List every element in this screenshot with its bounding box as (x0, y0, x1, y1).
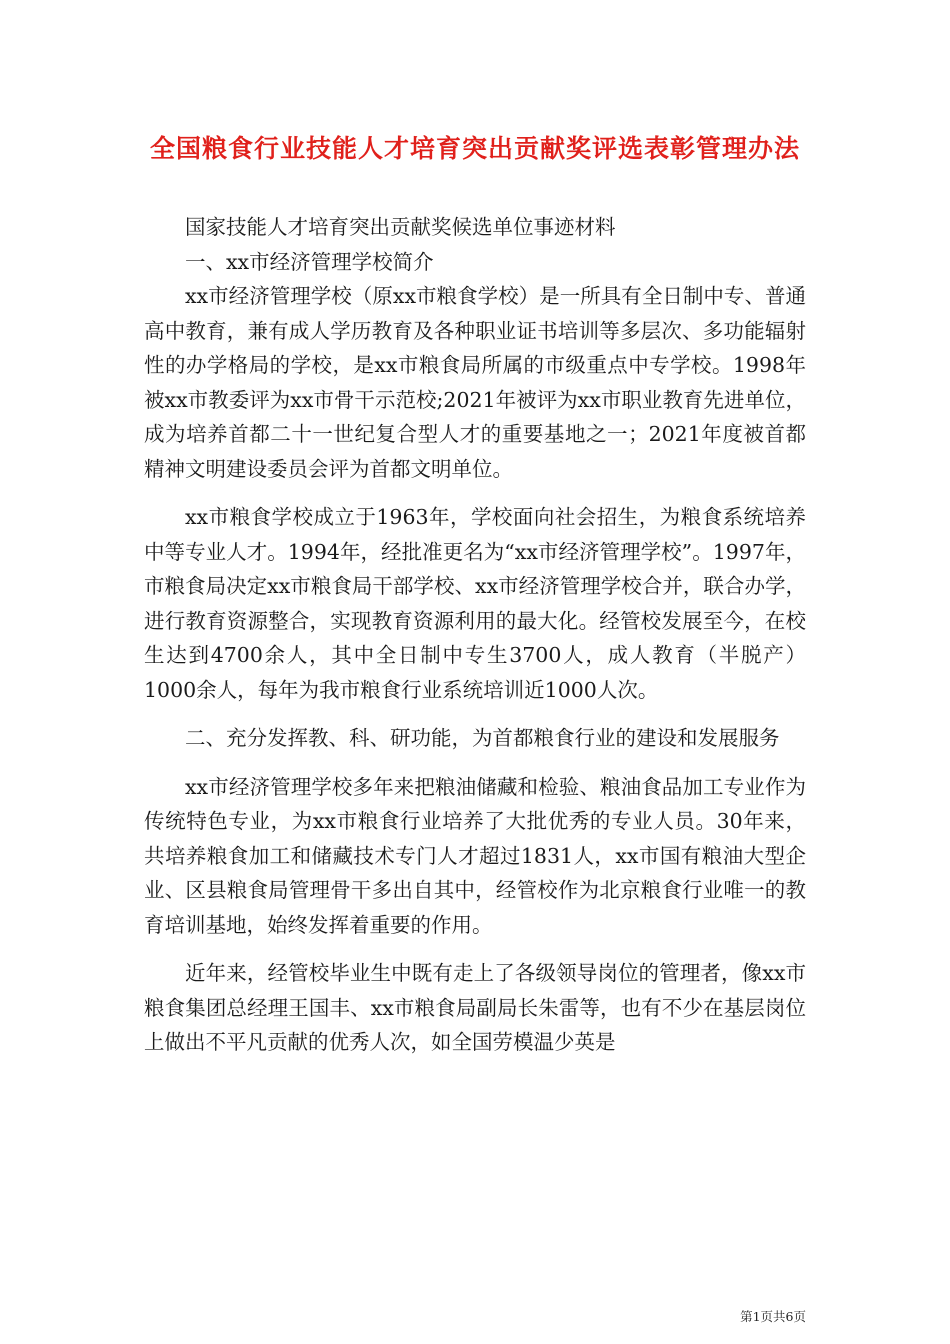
document-title: 全国粮食行业技能人才培育突出贡献奖评选表彰管理办法 (149, 134, 800, 163)
paragraph-graduates: 近年来，经管校毕业生中既有走上了各级领导岗位的管理者，像xx市粮食集团总经理王国丰、xx市粮食局副局长朱雷等，也有不少在基层岗位上做出不平凡贡献的优秀人次，如全国劳模温少英是 (144, 961, 806, 1054)
paragraph-subtitle: 国家技能人才培育突出贡献奖候选单位事迹材料 (185, 215, 616, 239)
paragraph-specialties: xx市经济管理学校多年来把粮油储藏和检验、粮油食品加工专业作为传统特色专业，为xx市粮食行业培养了大批优秀的专业人员。30年来，共培养粮食加工和储藏技术专门人才超过1831人，xx市国有粮油大型企业、区县粮食局管理骨干多出自其中，经管校作为北京粮食行业唯一的教育培训基地，始终发挥着重要的作用。 (144, 774, 806, 937)
page-number: 第1页共6页 (740, 1309, 806, 1324)
document-body (144, 210, 806, 1060)
paragraph-school-history: xx市粮食学校成立于1963年，学校面向社会招生，为粮食系统培养中等专业人才。1994年，经批准更名为“xx市经济管理学校”。1997年，市粮食局决定xx市粮食局干部学校、xx市经济管理学校合并，联合办学，进行教育资源整合，实现教育资源利用的最大化。经管校发展至今，在校生达到4700余人，其中全日制中专生3700人，成人教育（半脱产）1000余人，每年为我市粮食行业系统培训近1000人次。 (144, 505, 806, 702)
paragraph-section-heading-2: 二、充分发挥教、科、研功能，为首都粮食行业的建设和发展服务 (185, 726, 780, 750)
paragraph-section-heading-1: 一、xx市经济管理学校简介 (185, 249, 434, 274)
paragraph-school-intro: xx市经济管理学校（原xx市粮食学校）是一所具有全日制中专、普通高中教育，兼有成人学历教育及各种职业证书培训等多层次、多功能辐射性的办学格局的学校，是xx市粮食局所属的市级重点中专学校。1998年被xx市教委评为xx市骨干示范校;2021年被评为xx市职业教育先进单位，成为培养首都二十一世纪复合型人才的重要基地之一；2021年度被首都精神文明建设委员会评为首都文明单位。 (144, 284, 806, 481)
